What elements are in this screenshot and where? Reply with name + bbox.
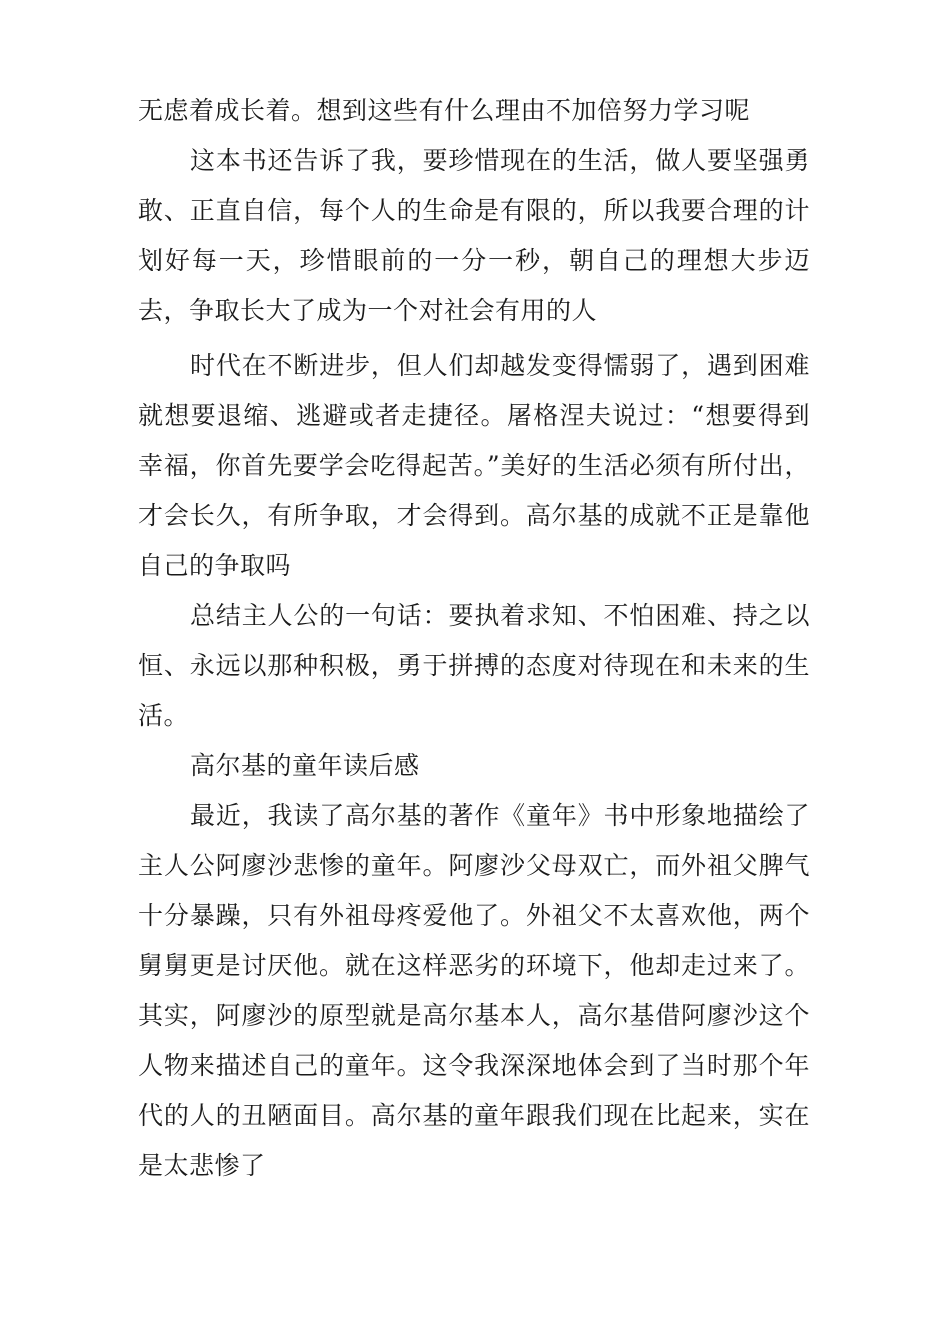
paragraph-continuation: 无虑着成长着。想到这些有什么理由不加倍努力学习呢 [138, 96, 751, 125]
paragraph-cherish-life: 这本书还告诉了我，要珍惜现在的生活，做人要坚强勇敢、正直自信，每个人的生命是有限的，所以我要合理的计划好每一天，珍惜眼前的一分一秒，朝自己的理想大步迈去，争取长大了成为一个对社会有用的人 [138, 146, 810, 325]
paragraph-childhood-review: 最近，我读了高尔基的著作《童年》书中形象地描绘了主人公阿廖沙悲惨的童年。阿廖沙父母双亡，而外祖父脾气十分暴躁，只有外祖母疼爱他了。外祖父不太喜欢他，两个舅舅更是讨厌他。就在这样恶劣的环境下，他却走过来了。其实，阿廖沙的原型就是高尔基本人，高尔基借阿廖沙这个人物来描述自己的童年。这令我深深地体会到了当时那个年代的人的丑陋面目。高尔基的童年跟我们现在比起来，实在是太悲惨了 [138, 801, 810, 1180]
paragraph-times-progress: 时代在不断进步，但人们却越发变得懦弱了，遇到困难就想要退缩、逃避或者走捷径。屠格涅夫说过：“想要得到幸福，你首先要学会吃得起苦。”美好的生活必须有所付出，才会长久，有所争取，才会得到。高尔基的成就不正是靠他自己的争取吗 [138, 351, 810, 580]
paragraph-summary: 总结主人公的一句话：要执着求知、不怕困难、持之以恒、永远以那种积极，勇于拼搏的态度对待现在和未来的生活。 [138, 601, 810, 730]
section-heading: 高尔基的童年读后感 [190, 751, 420, 780]
document-page [138, 86, 810, 1191]
